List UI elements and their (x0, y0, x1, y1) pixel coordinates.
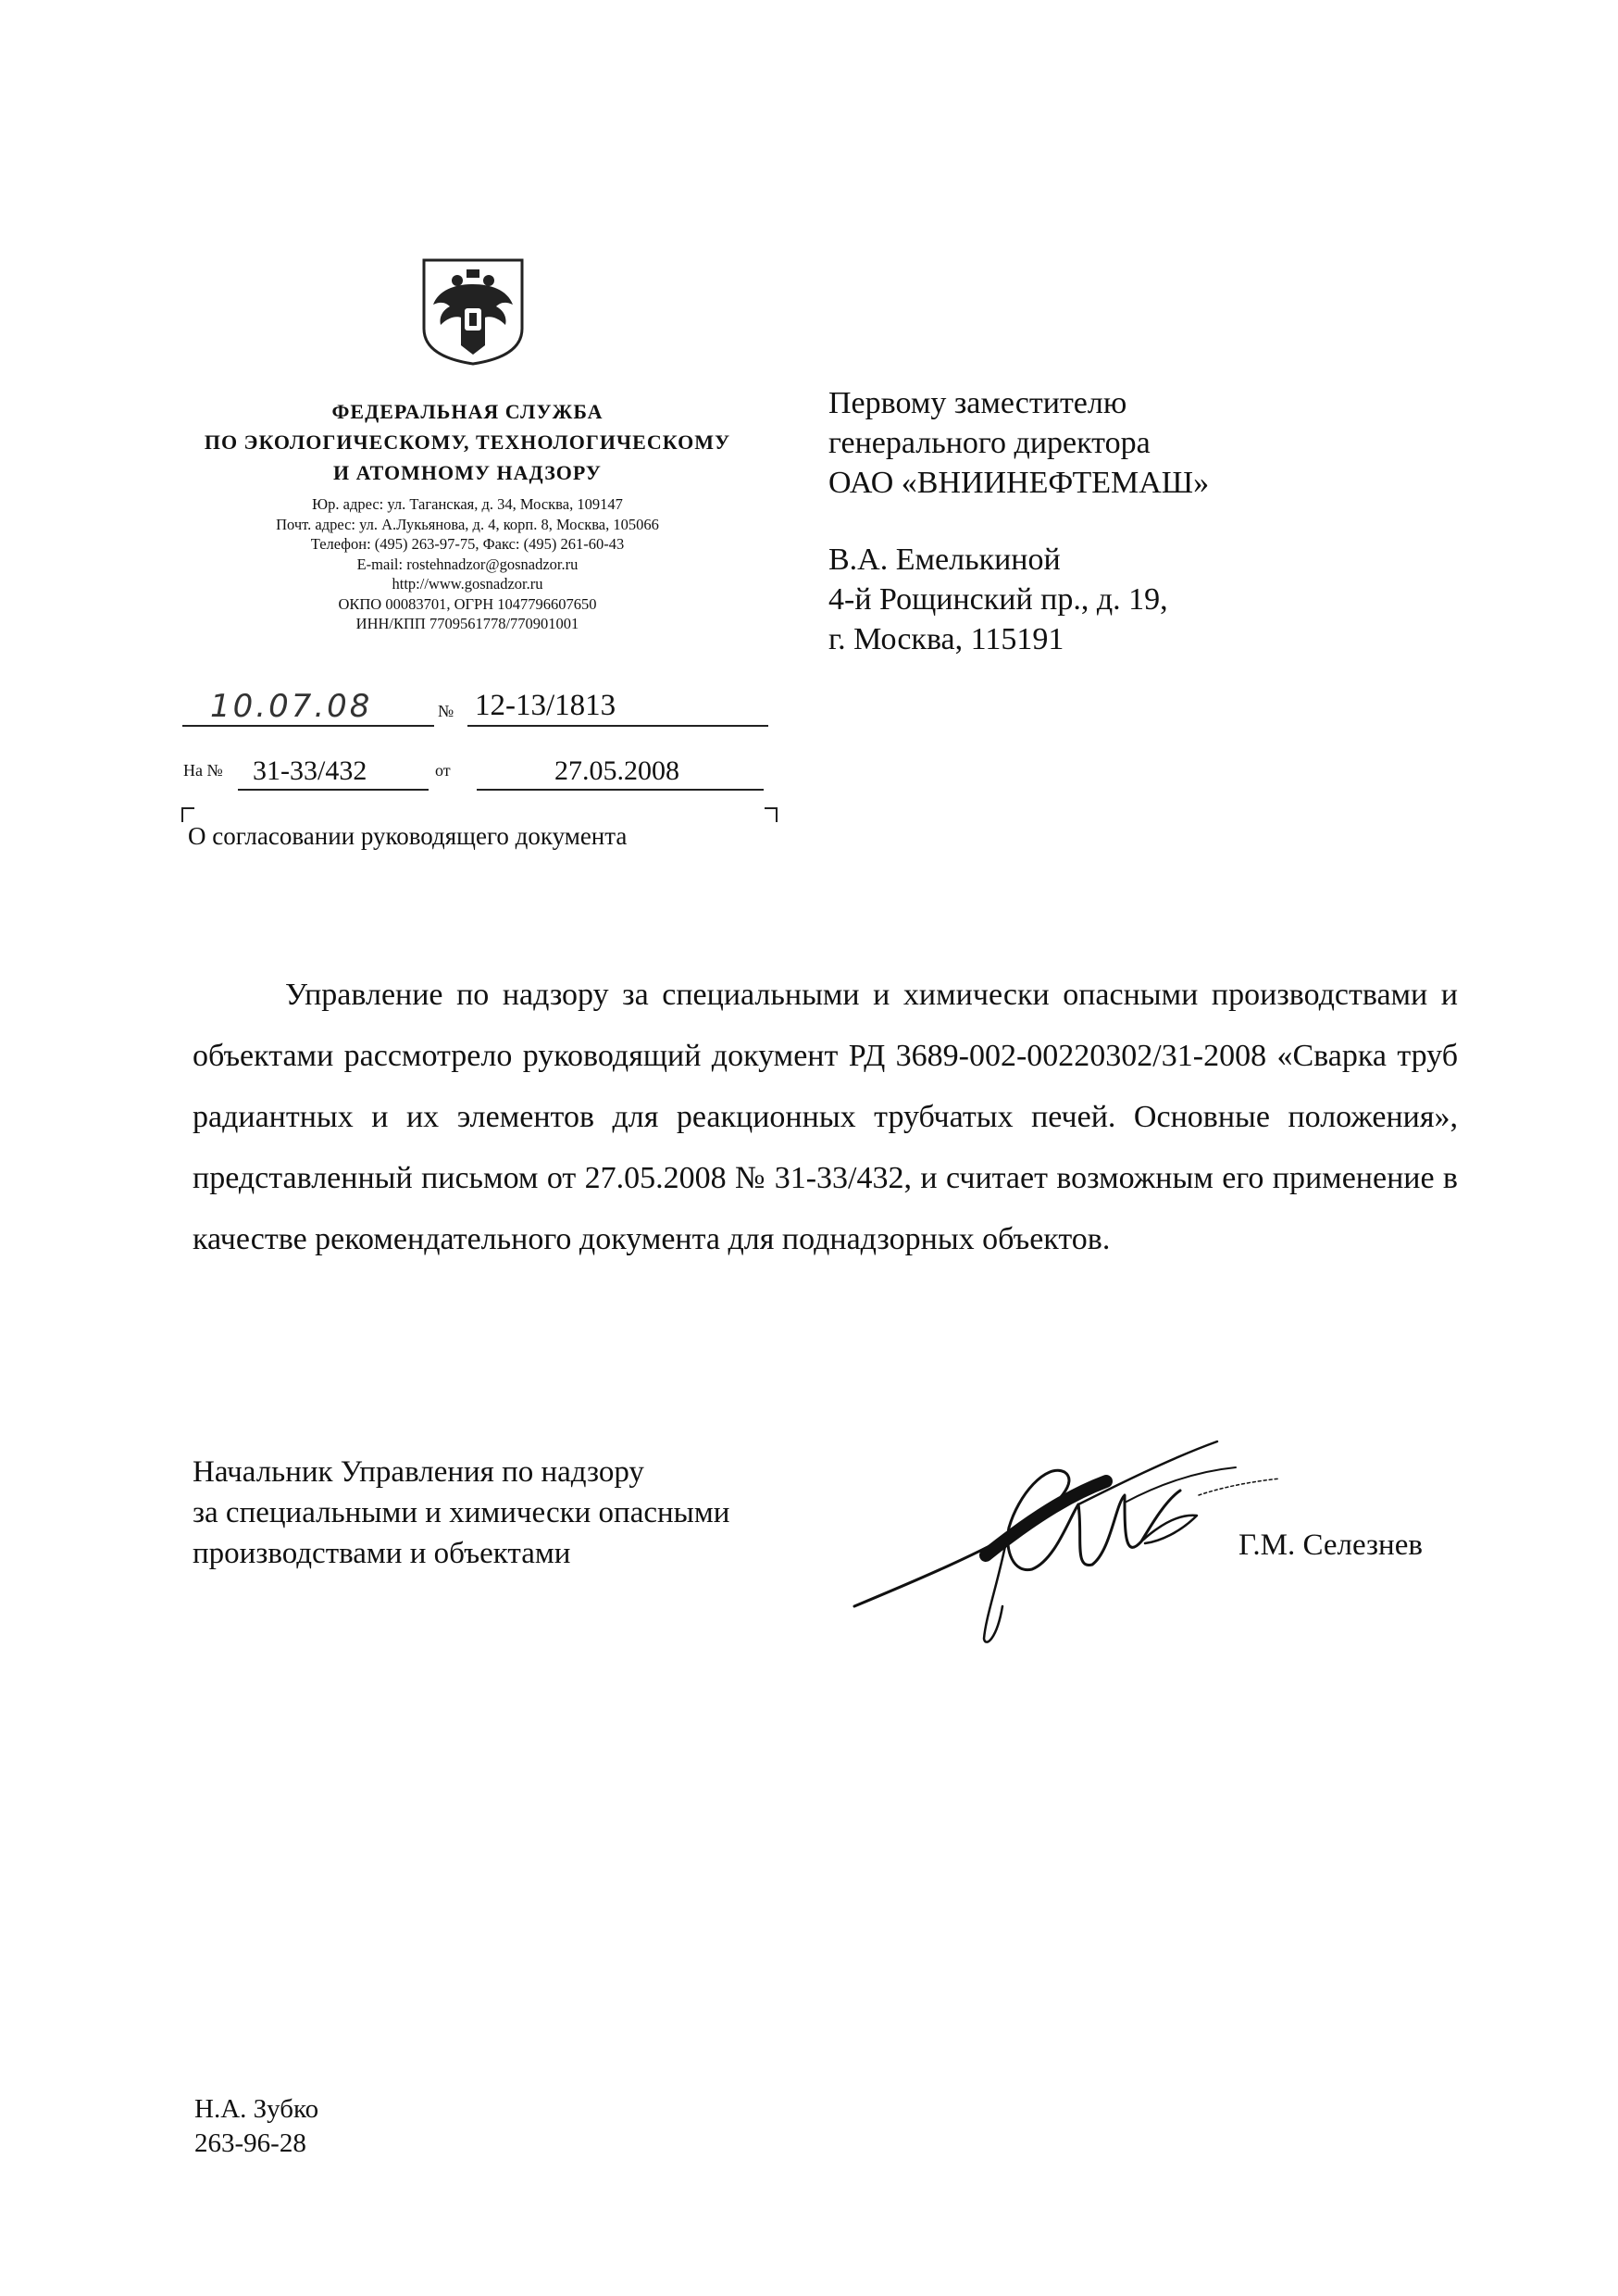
number-label: № (438, 702, 454, 720)
signatory-title-line-3: производствами и объектами (193, 1537, 571, 1570)
addressee-line-2: генерального директора (828, 426, 1151, 460)
reference-date-line (477, 752, 764, 791)
coat-of-arms-icon (418, 256, 528, 368)
executor-block (194, 2092, 318, 2161)
body-paragraph: Управление по надзору за специальными и химически опасными производствами и объектами рассмотрело руководящий документ РД 3689-002-00220302/31-2008 «Сварка труб радиантных и их элементов для реакционных трубчатых печей. Основные положения», представленный письмом от 27.05.2008 № 31-33/432, и считает возможным его применение в качестве рекомендательного документа для поднадзорных объектов. (193, 978, 1458, 1256)
agency-line-3: И АТОМНОМУ НАДЗОРУ (333, 461, 602, 484)
addressee-line-3: ОАО «ВНИИНЕФТЕМАШ» (828, 466, 1210, 500)
inn-kpp: ИНН/КПП 7709561778/770901001 (355, 615, 579, 632)
agency-line-2: ПО ЭКОЛОГИЧЕСКОМУ, ТЕХНОЛОГИЧЕСКОМУ (204, 430, 731, 454)
agency-line-1: ФЕДЕРАЛЬНАЯ СЛУЖБА (331, 400, 604, 423)
subject-corner-left (181, 807, 194, 822)
addressee-name: В.А. Емелькиной (828, 543, 1061, 577)
sender-contacts (180, 494, 754, 634)
okpo-ogrn: ОКПО 00083701, ОГРН 1047796607650 (338, 594, 597, 613)
reference-date-label: от (435, 761, 451, 780)
signatory-title (193, 1452, 729, 1574)
email: E-mail: rostehnadzor@gosnadzor.ru (356, 555, 579, 573)
reference-number-line (238, 752, 429, 791)
addressee-city: г. Москва, 115191 (828, 622, 1064, 656)
outgoing-date: 10.07.08 (210, 688, 373, 725)
reference-label: На № (183, 761, 223, 780)
reference-date: 27.05.2008 (554, 755, 679, 786)
letter-subject: О согласовании руководящего документа (188, 822, 628, 850)
phone-fax: Телефон: (495) 263-97-75, Факс: (495) 261-60-43 (310, 535, 625, 553)
website: http://www.gosnadzor.ru (392, 575, 543, 593)
handwritten-signature (847, 1430, 1282, 1648)
addressee-block (828, 383, 1209, 659)
signatory-title-line-2: за специальными и химически опасными (193, 1496, 730, 1529)
executor-name: Н.А. Зубко (194, 2094, 319, 2124)
reference-number: 31-33/432 (253, 755, 367, 786)
legal-address: Юр. адрес: ул. Таганская, д. 34, Москва, 109147 (312, 495, 623, 513)
outgoing-number-line (467, 690, 768, 727)
outgoing-number: 12-13/1813 (475, 689, 616, 722)
executor-phone: 263-96-28 (194, 2128, 306, 2158)
letter-body (193, 965, 1458, 1270)
subject-corner-right (765, 807, 778, 822)
signatory-title-line-1: Начальник Управления по надзору (193, 1455, 644, 1489)
sender-agency (180, 396, 754, 488)
postal-address: Почт. адрес: ул. А.Лукьянова, д. 4, корп. 8, Москва, 105066 (276, 515, 659, 533)
addressee-line-1: Первому заместителю (828, 386, 1127, 420)
signatory-name: Г.М. Селезнев (1238, 1529, 1423, 1562)
outgoing-date-line (182, 690, 434, 727)
addressee-street: 4-й Рощинский пр., д. 19, (828, 582, 1168, 617)
